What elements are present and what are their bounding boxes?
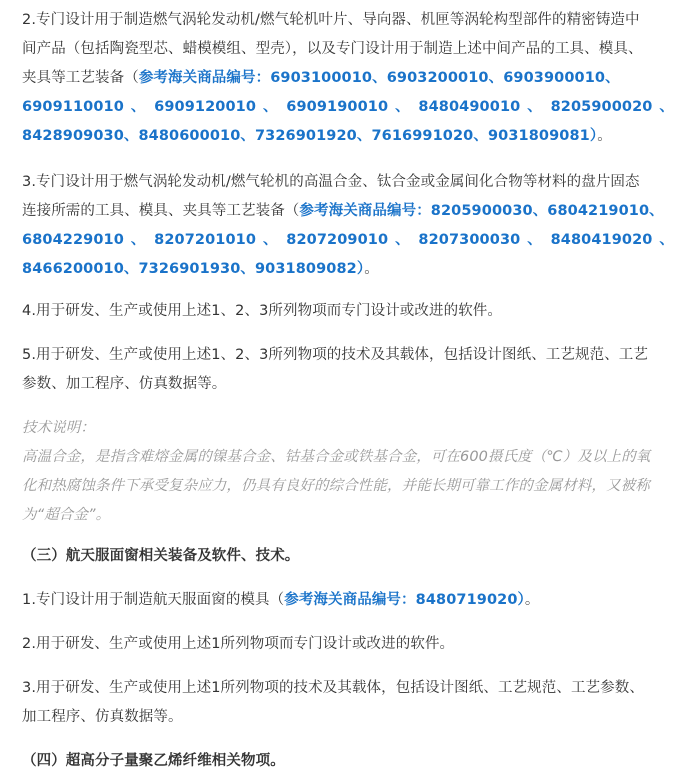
paragraph-text: 连接所需的工具、模具、夹具等工艺装备（ bbox=[22, 203, 300, 219]
section-heading-text: （四）超高分子量聚乙烯纤维相关物项。 bbox=[22, 753, 285, 769]
section-heading-uhmwpe-fiber bbox=[22, 747, 674, 776]
paragraph-turbine-software bbox=[22, 297, 674, 326]
paragraph-line: 3.用于研发、生产或使用上述1所列物项的技术及其载体，包括设计图纸、工艺规范、工艺参数、 bbox=[22, 680, 644, 696]
paragraph-line: 3.专门设计用于燃气涡轮发动机/燃气轮机的高温合金、钛合金或金属间化合物等材料的盘片固态 bbox=[22, 174, 640, 190]
paragraph-text: 。 bbox=[597, 128, 612, 144]
customs-code-reference: 参考海关商品编号：8480719020） bbox=[284, 592, 525, 608]
customs-code-reference: 参考海关商品编号：8205900030、6804219010、 bbox=[299, 203, 664, 219]
customs-code-reference: 8428909030、8480600010、7326901920、7616991020、9031809081） bbox=[22, 128, 598, 144]
paragraph-line: 4.用于研发、生产或使用上述1、2、3所列物项而专门设计或改进的软件。 bbox=[22, 303, 503, 319]
paragraph-visor-software bbox=[22, 630, 674, 659]
paragraph-turbine-casting bbox=[22, 6, 674, 151]
paragraph-line bbox=[22, 586, 674, 615]
paragraph-text: 。 bbox=[524, 592, 540, 608]
paragraph-line bbox=[22, 64, 674, 93]
technical-note bbox=[22, 414, 674, 530]
section-heading-text: （三）航天服面窗相关装备及软件、技术。 bbox=[22, 548, 300, 564]
paragraph-line bbox=[22, 122, 674, 151]
paragraph-line: 5.用于研发、生产或使用上述1、2、3所列物项的技术及其载体，包括设计图纸、工艺规范、工艺 bbox=[22, 347, 649, 363]
customs-code-reference: 6804229010 、 8207201010 、 8207209010 、 8207300030 、 8480419020 、 bbox=[22, 232, 674, 248]
technical-note-line: 化和热腐蚀条件下承受复杂应力，仍具有良好的综合性能，并能长期可靠工作的金属材料，又被称 bbox=[22, 478, 650, 494]
technical-note-label: 技术说明： bbox=[22, 420, 95, 436]
paragraph-visor-mold bbox=[22, 586, 674, 615]
technical-note-line: 高温合金，是指含难熔金属的镍基合金、钴基合金或铁基合金，可在600摄氏度（℃）及以上的氧 bbox=[22, 449, 651, 465]
paragraph-text: 夹具等工艺装备（ bbox=[22, 70, 139, 86]
section-heading-spacesuit-visor bbox=[22, 542, 674, 571]
paragraph-line: 2.用于研发、生产或使用上述1所列物项而专门设计或改进的软件。 bbox=[22, 636, 455, 652]
customs-code-reference: 6909110010 、 6909120010 、 6909190010 、 8480490010 、 8205900020 、 bbox=[22, 99, 674, 115]
paragraph-text: 。 bbox=[364, 261, 379, 277]
paragraph-turbine-disc-joining bbox=[22, 168, 674, 284]
paragraph-line bbox=[22, 255, 674, 284]
paragraph-line: 2.专门设计用于制造燃气涡轮发动机/燃气轮机叶片、导向器、机匣等涡轮构型部件的精密铸造中 bbox=[22, 12, 640, 28]
technical-note-line: 为“超合金”。 bbox=[22, 507, 111, 523]
paragraph-text: 1.专门设计用于制造航天服面窗的模具（ bbox=[22, 592, 285, 608]
paragraph-turbine-technology bbox=[22, 341, 674, 399]
customs-code-reference: 参考海关商品编号：6903100010、6903200010、6903900010、 bbox=[138, 70, 620, 86]
paragraph-line bbox=[22, 197, 674, 226]
paragraph-visor-technology bbox=[22, 674, 674, 732]
paragraph-line: 间产品（包括陶瓷型芯、蜡模模组、型壳），以及专门设计用于制造上述中间产品的工具、模具、 bbox=[22, 41, 643, 57]
paragraph-line: 参数、加工程序、仿真数据等。 bbox=[22, 376, 227, 392]
paragraph-line: 加工程序、仿真数据等。 bbox=[22, 709, 183, 725]
customs-code-reference: 8466200010、7326901930、9031809082） bbox=[22, 261, 365, 277]
